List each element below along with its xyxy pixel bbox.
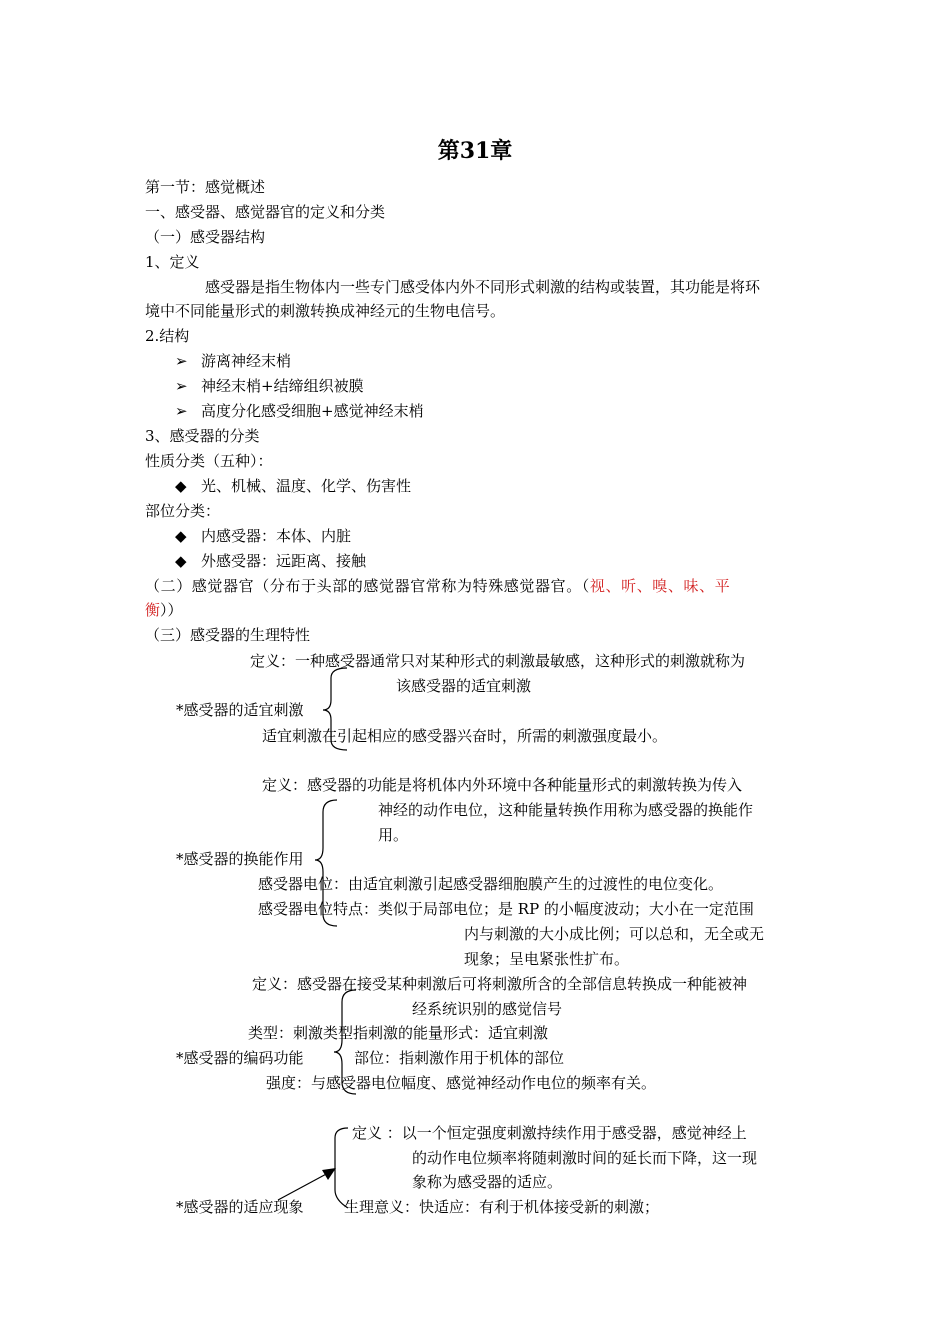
definition-line: 定义：感受器的功能是将机体内外环境中各种能量形式的刺激转换为传入: [262, 776, 743, 794]
definition-line: 强度：与感受器电位幅度、感觉神经动作电位的频率有关。: [266, 1074, 657, 1092]
section-heading: 第一节：感觉概述: [145, 178, 266, 196]
topic-label: *感受器的编码功能: [176, 1049, 304, 1067]
definition-line: 该感受器的适宜刺激: [396, 677, 532, 695]
page-title: 第31章: [437, 138, 513, 164]
paragraph-line: （二）感觉器官（分布于头部的感觉器官常称为特殊感觉器官。（视、听、嗅、味、平: [145, 577, 731, 595]
item-heading: 1、定义: [145, 253, 200, 271]
left-brace-icon: [334, 990, 356, 1094]
note-line: 适宜刺激在引起相应的感受器兴奋时，所需的刺激强度最小。: [262, 727, 668, 745]
item-heading: 2.结构: [145, 327, 190, 345]
paragraph-line: 境中不同能量形式的刺激转换成神经元的生物电信号。: [145, 302, 506, 320]
list-item: ➢ 神经末梢+结缔组织被膜: [175, 377, 364, 395]
definition-line: 类型：刺激类型指刺激的能量形式：适宜刺激: [248, 1024, 549, 1042]
arrowhead-icon: [322, 1168, 336, 1180]
list-item: ◆ 内感受器：本体、内脏: [175, 527, 352, 545]
diamond-bullet-icon: ◆: [175, 552, 187, 570]
left-brace-icon: [323, 668, 347, 750]
definition-line: 神经的动作电位，这种能量转换作用称为感受器的换能作: [378, 801, 754, 819]
list-item: ➢ 高度分化感受细胞+感觉神经末梢: [175, 402, 424, 420]
left-brace-icon: [335, 1128, 348, 1208]
definition-line: 定义：一种感受器通常只对某种形式的刺激最敏感，这种形式的刺激就称为: [250, 652, 746, 670]
subsection-heading: （一）感受器结构: [145, 228, 266, 246]
arrow-bullet-icon: ➢: [175, 402, 188, 420]
left-brace-icon: [315, 800, 337, 926]
definition-line: 定义：感受器在接受某种刺激后可将刺激所含的全部信息转换成一种能被神: [252, 975, 748, 993]
arrow-icon: [278, 1172, 330, 1200]
definition-line: 内与刺激的大小成比例；可以总和，无全或无: [464, 925, 765, 943]
topic-label: *感受器的适宜刺激: [176, 701, 304, 719]
diamond-bullet-icon: ◆: [175, 477, 187, 495]
item-heading: 3、感受器的分类: [145, 427, 260, 445]
topic-label: *感受器的换能作用: [176, 850, 304, 868]
definition-line: 用。: [378, 826, 409, 844]
subsection-heading: 一、感受器、感觉器官的定义和分类: [145, 203, 386, 221]
arrow-bullet-icon: ➢: [175, 377, 188, 395]
definition-line: 部位：指刺激作用于机体的部位: [354, 1049, 565, 1067]
arrow-bullet-icon: ➢: [175, 352, 188, 370]
paragraph-line: 感受器是指生物体内一些专门感受体内外不同形式刺激的结构或装置，其功能是将环: [205, 278, 761, 296]
highlighted-text: 视、听、嗅、味、平: [589, 577, 731, 595]
subsection-heading: （三）感受器的生理特性: [145, 626, 311, 644]
category-label: 性质分类（五种）：: [145, 452, 273, 470]
list-item: ◆ 外感受器：远距离、接触: [175, 552, 367, 570]
definition-line: 现象；呈电紧张性扩布。: [464, 950, 630, 968]
highlighted-text: 衡: [145, 601, 161, 619]
definition-line: 生理意义：快适应：有利于机体接受新的刺激；: [344, 1198, 660, 1216]
definition-line: 感受器电位：由适宜刺激引起感受器细胞膜产生的过渡性的电位变化。: [258, 875, 724, 893]
list-item: ➢ 游离神经末梢: [175, 352, 292, 370]
definition-line: 定义 ：以一个恒定强度刺激持续作用于感受器，感觉神经上: [352, 1124, 747, 1142]
definition-line: 的动作电位频率将随刺激时间的延长而下降，这一现: [412, 1149, 758, 1167]
list-item: ◆ 光、机械、温度、化学、伤害性: [175, 477, 412, 495]
topic-label: *感受器的适应现象: [176, 1198, 304, 1216]
paragraph-line: 衡））: [145, 601, 183, 619]
definition-line: 象称为感受器的适应。: [412, 1173, 563, 1191]
definition-line: 经系统识别的感觉信号: [412, 1000, 563, 1018]
category-label: 部位分类：: [145, 502, 221, 520]
definition-line: 感受器电位特点：类似于局部电位；是 RP 的小幅度波动；大小在一定范围: [258, 900, 754, 918]
diamond-bullet-icon: ◆: [175, 527, 187, 545]
